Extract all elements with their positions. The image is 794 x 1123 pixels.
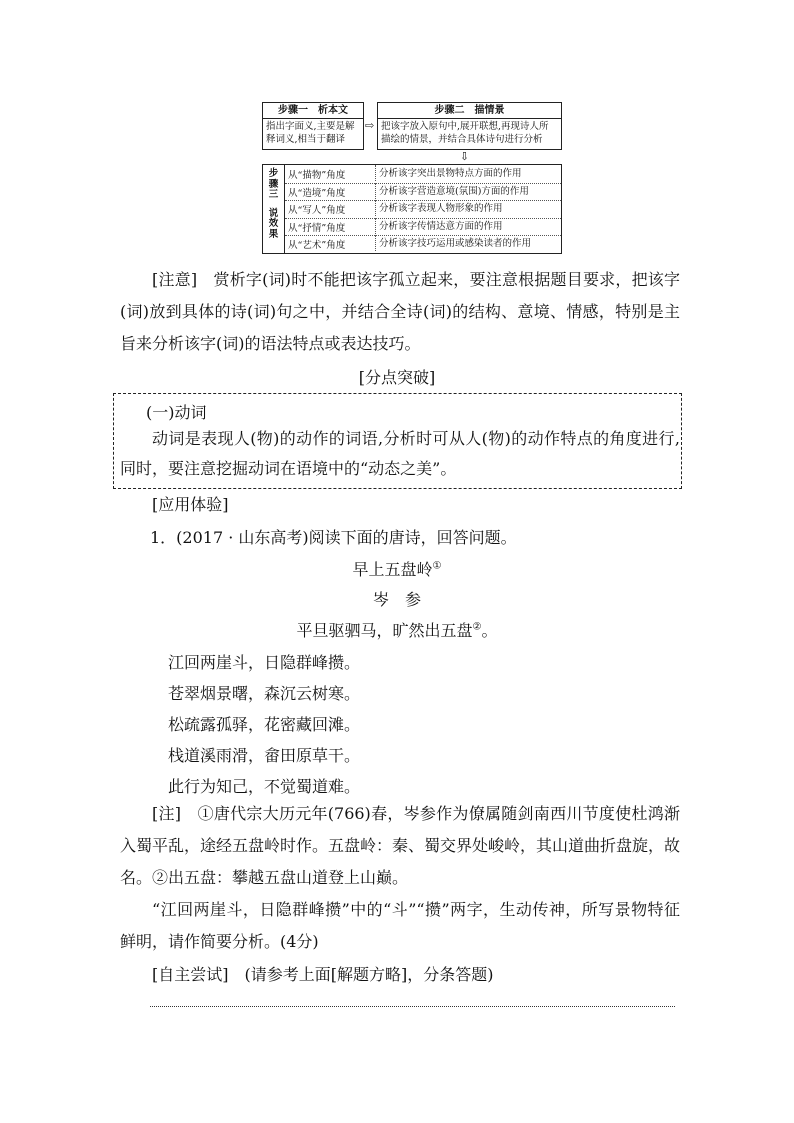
verb-box-title: (一)动词 bbox=[146, 403, 207, 422]
step3-angle: 从“描物”角度 bbox=[288, 170, 346, 181]
step2-title: 步骤二 描情景 bbox=[378, 103, 561, 119]
step3-angle: 从“抒情”角度 bbox=[288, 222, 346, 234]
poem-line: 此行为知己，不觉蜀道难。 bbox=[168, 777, 361, 796]
verb-box-text: 动词是表现人(物)的动作的词语,分析时可从人(物)的动作特点的角度进行,同时，要注意挖掘动词在语境中的“动态之美”。 bbox=[120, 429, 680, 478]
poem-first-line-footnote-mark: ② bbox=[472, 621, 482, 633]
step3-row bbox=[285, 165, 561, 184]
poem-line: 江回两崖斗，日隐群峰攒。 bbox=[168, 653, 361, 672]
poem-first-line bbox=[0, 618, 794, 641]
step3-box bbox=[262, 164, 562, 254]
poem-annotation: [注] ①唐代宗大历元年(766)春，岑参作为僚属随剑南西川节度使杜鸿渐入蜀平乱，途经五盘岭时作。五盘岭：秦、蜀交界处峻岭，其山道曲折盘旋，故名。②出五盘：攀越五盘山道登上山巅。 bbox=[120, 804, 681, 887]
poem-title bbox=[0, 557, 794, 580]
apply-heading: [应用体验] bbox=[152, 495, 229, 514]
poem-first-line-end: 。 bbox=[481, 621, 498, 640]
question-intro: 1．(2017 · 山东高考)阅读下面的唐诗，回答问题。 bbox=[150, 528, 517, 547]
self-try-heading: [自主尝试] (请参考上面[解题方略]，分条答题) bbox=[152, 965, 494, 984]
step3-row bbox=[285, 235, 561, 253]
step3-desc: 分析该字表现人物形象的作用 bbox=[375, 200, 503, 216]
arrow-right-icon: ⇨ bbox=[365, 119, 375, 132]
poem-line: 栈道溪雨滑，畲田原草干。 bbox=[168, 746, 361, 765]
step1-box bbox=[262, 102, 364, 150]
step2-box bbox=[377, 102, 562, 150]
answer-line[interactable] bbox=[150, 1006, 675, 1007]
step3-row bbox=[285, 218, 561, 237]
step2-body: 把该字放入原句中,展开联想,再现诗人所描绘的情景，并结合具体诗句进行分析 bbox=[381, 121, 549, 145]
poem-title-footnote-mark: ① bbox=[432, 560, 442, 572]
poem-author: 岑 参 bbox=[372, 590, 421, 609]
step3-side-char: 三 bbox=[268, 189, 279, 200]
step3-angle: 从“艺术”角度 bbox=[288, 240, 346, 252]
step3-angle: 从“造境”角度 bbox=[288, 187, 346, 199]
step3-side-char: 果 bbox=[268, 228, 279, 240]
step3-desc: 分析该字突出景物特点方面的作用 bbox=[375, 165, 522, 181]
step3-side-char: 效 bbox=[268, 218, 279, 229]
method-diagram bbox=[262, 102, 562, 254]
question-text: “江回两崖斗，日隐群峰攒”中的“斗”“攒”两字，生动传神，所写景物特征鲜明，请作简要分析。(4分) bbox=[120, 900, 680, 951]
poem-first-line-text: 平旦驱驷马，旷然出五盘 bbox=[296, 621, 473, 640]
step3-side-label bbox=[263, 165, 285, 253]
step3-row bbox=[285, 200, 561, 219]
step1-title: 步骤一 析本文 bbox=[263, 103, 363, 119]
step3-desc: 分析该字技巧运用或感染读者的作用 bbox=[375, 235, 531, 251]
step1-body: 指出字面义,主要是解释词义,相当于翻译 bbox=[266, 121, 355, 145]
step3-side-char: 步 bbox=[268, 168, 279, 179]
step3-side-char: 说 bbox=[268, 207, 279, 219]
step3-row bbox=[285, 183, 561, 202]
poem-line: 苍翠烟景曙，森沉云树寒。 bbox=[168, 684, 361, 703]
section-title: [分点突破] bbox=[358, 368, 436, 387]
step3-desc: 分析该字营造意境(氛围)方面的作用 bbox=[375, 183, 529, 199]
note-paragraph: [注意] 赏析字(词)时不能把该字孤立起来，要注意根据题目要求，把该字(词)放到具体的诗(词)句之中，并结合全诗(词)的结构、意境、情感，特别是主旨来分析该字(词)的语法特点或表达技巧。 bbox=[120, 270, 680, 353]
poem-title-text: 早上五盘岭 bbox=[352, 560, 433, 579]
poem-line: 松疏露孤驿，花密藏回滩。 bbox=[168, 715, 361, 734]
step3-desc: 分析该字传情达意方面的作用 bbox=[375, 218, 503, 234]
step3-rows bbox=[285, 165, 561, 253]
arrow-down-icon: ⇩ bbox=[460, 150, 470, 163]
step3-angle: 从“写人”角度 bbox=[288, 205, 346, 217]
step3-side-char: 骤 bbox=[268, 178, 279, 190]
